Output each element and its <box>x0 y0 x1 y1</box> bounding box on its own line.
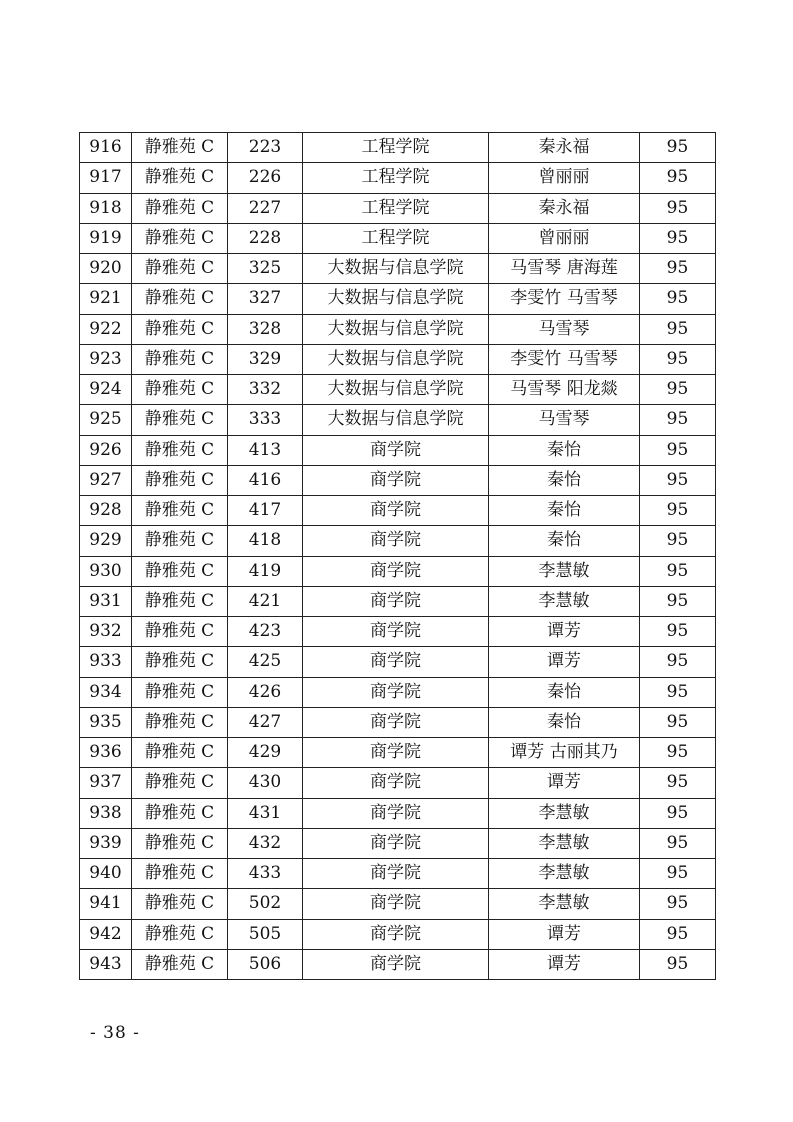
table-row <box>80 556 716 586</box>
table-row <box>80 586 716 616</box>
table-row <box>80 193 716 223</box>
room-cell: 427 <box>228 707 303 737</box>
row-number-cell: 923 <box>80 344 132 374</box>
building-cell: 静雅苑 C <box>132 859 228 889</box>
counselor-cell: 李慧敏 <box>489 556 640 586</box>
building-cell: 静雅苑 C <box>132 465 228 495</box>
college-cell: 商学院 <box>303 707 489 737</box>
room-cell: 417 <box>228 496 303 526</box>
score-cell: 95 <box>640 677 716 707</box>
building-cell: 静雅苑 C <box>132 828 228 858</box>
college-cell: 商学院 <box>303 768 489 798</box>
table-row <box>80 465 716 495</box>
table-row <box>80 375 716 405</box>
table-row <box>80 344 716 374</box>
table-row <box>80 768 716 798</box>
table-row <box>80 254 716 284</box>
building-cell: 静雅苑 C <box>132 617 228 647</box>
counselor-cell: 秦永福 <box>489 133 640 163</box>
row-number-cell: 928 <box>80 496 132 526</box>
college-cell: 商学院 <box>303 859 489 889</box>
row-number-cell: 935 <box>80 707 132 737</box>
row-number-cell: 919 <box>80 223 132 253</box>
score-cell: 95 <box>640 163 716 193</box>
building-cell: 静雅苑 C <box>132 496 228 526</box>
counselor-cell: 李慧敏 <box>489 586 640 616</box>
counselor-cell: 曾丽丽 <box>489 223 640 253</box>
college-cell: 商学院 <box>303 738 489 768</box>
score-cell: 95 <box>640 919 716 949</box>
building-cell: 静雅苑 C <box>132 586 228 616</box>
score-cell: 95 <box>640 344 716 374</box>
room-cell: 502 <box>228 889 303 919</box>
counselor-cell: 谭芳 <box>489 768 640 798</box>
counselor-cell: 秦怡 <box>489 465 640 495</box>
room-cell: 425 <box>228 647 303 677</box>
counselor-cell: 李慧敏 <box>489 828 640 858</box>
room-cell: 227 <box>228 193 303 223</box>
college-cell: 大数据与信息学院 <box>303 405 489 435</box>
building-cell: 静雅苑 C <box>132 949 228 979</box>
row-number-cell: 921 <box>80 284 132 314</box>
college-cell: 商学院 <box>303 465 489 495</box>
table-row <box>80 949 716 979</box>
table-row <box>80 617 716 647</box>
row-number-cell: 936 <box>80 738 132 768</box>
building-cell: 静雅苑 C <box>132 707 228 737</box>
row-number-cell: 941 <box>80 889 132 919</box>
counselor-cell: 谭芳 <box>489 647 640 677</box>
college-cell: 商学院 <box>303 526 489 556</box>
building-cell: 静雅苑 C <box>132 556 228 586</box>
counselor-cell: 秦永福 <box>489 193 640 223</box>
room-cell: 416 <box>228 465 303 495</box>
building-cell: 静雅苑 C <box>132 405 228 435</box>
room-cell: 413 <box>228 435 303 465</box>
building-cell: 静雅苑 C <box>132 133 228 163</box>
score-cell: 95 <box>640 889 716 919</box>
college-cell: 商学院 <box>303 828 489 858</box>
table-row <box>80 828 716 858</box>
counselor-cell: 谭芳 <box>489 949 640 979</box>
counselor-cell: 马雪琴 阳龙燚 <box>489 375 640 405</box>
score-cell: 95 <box>640 647 716 677</box>
table-row <box>80 405 716 435</box>
room-cell: 505 <box>228 919 303 949</box>
college-cell: 大数据与信息学院 <box>303 284 489 314</box>
score-cell: 95 <box>640 798 716 828</box>
college-cell: 商学院 <box>303 949 489 979</box>
row-number-cell: 933 <box>80 647 132 677</box>
counselor-cell: 李雯竹 马雪琴 <box>489 344 640 374</box>
room-cell: 228 <box>228 223 303 253</box>
counselor-cell: 秦怡 <box>489 707 640 737</box>
row-number-cell: 943 <box>80 949 132 979</box>
college-cell: 工程学院 <box>303 223 489 253</box>
counselor-cell: 马雪琴 唐海莲 <box>489 254 640 284</box>
score-cell: 95 <box>640 859 716 889</box>
building-cell: 静雅苑 C <box>132 647 228 677</box>
college-cell: 商学院 <box>303 496 489 526</box>
table-row <box>80 223 716 253</box>
score-cell: 95 <box>640 435 716 465</box>
counselor-cell: 秦怡 <box>489 435 640 465</box>
table-row <box>80 496 716 526</box>
room-cell: 418 <box>228 526 303 556</box>
room-cell: 423 <box>228 617 303 647</box>
row-number-cell: 926 <box>80 435 132 465</box>
college-cell: 商学院 <box>303 677 489 707</box>
building-cell: 静雅苑 C <box>132 798 228 828</box>
college-cell: 大数据与信息学院 <box>303 375 489 405</box>
row-number-cell: 920 <box>80 254 132 284</box>
row-number-cell: 918 <box>80 193 132 223</box>
room-cell: 329 <box>228 344 303 374</box>
counselor-cell: 马雪琴 <box>489 405 640 435</box>
room-cell: 333 <box>228 405 303 435</box>
counselor-cell: 李雯竹 马雪琴 <box>489 284 640 314</box>
row-number-cell: 930 <box>80 556 132 586</box>
row-number-cell: 937 <box>80 768 132 798</box>
row-number-cell: 939 <box>80 828 132 858</box>
building-cell: 静雅苑 C <box>132 223 228 253</box>
row-number-cell: 927 <box>80 465 132 495</box>
row-number-cell: 925 <box>80 405 132 435</box>
table-row <box>80 859 716 889</box>
counselor-cell: 秦怡 <box>489 496 640 526</box>
room-cell: 432 <box>228 828 303 858</box>
building-cell: 静雅苑 C <box>132 193 228 223</box>
college-cell: 商学院 <box>303 798 489 828</box>
score-cell: 95 <box>640 768 716 798</box>
row-number-cell: 932 <box>80 617 132 647</box>
room-cell: 426 <box>228 677 303 707</box>
table-row <box>80 314 716 344</box>
building-cell: 静雅苑 C <box>132 889 228 919</box>
college-cell: 商学院 <box>303 919 489 949</box>
table-row <box>80 677 716 707</box>
building-cell: 静雅苑 C <box>132 738 228 768</box>
score-cell: 95 <box>640 133 716 163</box>
room-cell: 421 <box>228 586 303 616</box>
row-number-cell: 940 <box>80 859 132 889</box>
building-cell: 静雅苑 C <box>132 768 228 798</box>
room-cell: 325 <box>228 254 303 284</box>
college-cell: 工程学院 <box>303 133 489 163</box>
table-row <box>80 647 716 677</box>
page-number: - 38 - <box>90 1023 140 1043</box>
row-number-cell: 931 <box>80 586 132 616</box>
score-cell: 95 <box>640 526 716 556</box>
score-cell: 95 <box>640 375 716 405</box>
building-cell: 静雅苑 C <box>132 284 228 314</box>
college-cell: 工程学院 <box>303 193 489 223</box>
table-body <box>80 133 716 980</box>
table-row <box>80 133 716 163</box>
college-cell: 商学院 <box>303 435 489 465</box>
room-cell: 327 <box>228 284 303 314</box>
college-cell: 商学院 <box>303 586 489 616</box>
score-cell: 95 <box>640 284 716 314</box>
building-cell: 静雅苑 C <box>132 375 228 405</box>
college-cell: 大数据与信息学院 <box>303 254 489 284</box>
row-number-cell: 917 <box>80 163 132 193</box>
row-number-cell: 924 <box>80 375 132 405</box>
room-cell: 429 <box>228 738 303 768</box>
row-number-cell: 938 <box>80 798 132 828</box>
score-cell: 95 <box>640 465 716 495</box>
row-number-cell: 916 <box>80 133 132 163</box>
counselor-cell: 谭芳 <box>489 617 640 647</box>
college-cell: 工程学院 <box>303 163 489 193</box>
dormitory-score-table <box>79 132 716 980</box>
score-cell: 95 <box>640 223 716 253</box>
table-row <box>80 526 716 556</box>
score-cell: 95 <box>640 828 716 858</box>
room-cell: 506 <box>228 949 303 979</box>
row-number-cell: 942 <box>80 919 132 949</box>
score-cell: 95 <box>640 586 716 616</box>
table-row <box>80 163 716 193</box>
college-cell: 商学院 <box>303 556 489 586</box>
building-cell: 静雅苑 C <box>132 435 228 465</box>
building-cell: 静雅苑 C <box>132 677 228 707</box>
counselor-cell: 李慧敏 <box>489 798 640 828</box>
room-cell: 433 <box>228 859 303 889</box>
score-cell: 95 <box>640 707 716 737</box>
counselor-cell: 曾丽丽 <box>489 163 640 193</box>
table-row <box>80 919 716 949</box>
building-cell: 静雅苑 C <box>132 526 228 556</box>
score-cell: 95 <box>640 949 716 979</box>
college-cell: 商学院 <box>303 889 489 919</box>
room-cell: 419 <box>228 556 303 586</box>
table-row <box>80 889 716 919</box>
score-cell: 95 <box>640 556 716 586</box>
table-row <box>80 284 716 314</box>
counselor-cell: 李慧敏 <box>489 889 640 919</box>
room-cell: 430 <box>228 768 303 798</box>
building-cell: 静雅苑 C <box>132 314 228 344</box>
counselor-cell: 李慧敏 <box>489 859 640 889</box>
room-cell: 332 <box>228 375 303 405</box>
score-cell: 95 <box>640 314 716 344</box>
table-row <box>80 798 716 828</box>
building-cell: 静雅苑 C <box>132 254 228 284</box>
college-cell: 商学院 <box>303 647 489 677</box>
college-cell: 商学院 <box>303 617 489 647</box>
college-cell: 大数据与信息学院 <box>303 314 489 344</box>
row-number-cell: 929 <box>80 526 132 556</box>
building-cell: 静雅苑 C <box>132 344 228 374</box>
table-row <box>80 738 716 768</box>
row-number-cell: 922 <box>80 314 132 344</box>
table-row <box>80 707 716 737</box>
counselor-cell: 秦怡 <box>489 677 640 707</box>
table-row <box>80 435 716 465</box>
room-cell: 328 <box>228 314 303 344</box>
score-cell: 95 <box>640 738 716 768</box>
score-cell: 95 <box>640 405 716 435</box>
score-cell: 95 <box>640 496 716 526</box>
counselor-cell: 秦怡 <box>489 526 640 556</box>
college-cell: 大数据与信息学院 <box>303 344 489 374</box>
counselor-cell: 谭芳 古丽其乃 <box>489 738 640 768</box>
row-number-cell: 934 <box>80 677 132 707</box>
building-cell: 静雅苑 C <box>132 919 228 949</box>
counselor-cell: 谭芳 <box>489 919 640 949</box>
score-cell: 95 <box>640 254 716 284</box>
room-cell: 223 <box>228 133 303 163</box>
counselor-cell: 马雪琴 <box>489 314 640 344</box>
room-cell: 226 <box>228 163 303 193</box>
room-cell: 431 <box>228 798 303 828</box>
score-cell: 95 <box>640 193 716 223</box>
building-cell: 静雅苑 C <box>132 163 228 193</box>
score-cell: 95 <box>640 617 716 647</box>
